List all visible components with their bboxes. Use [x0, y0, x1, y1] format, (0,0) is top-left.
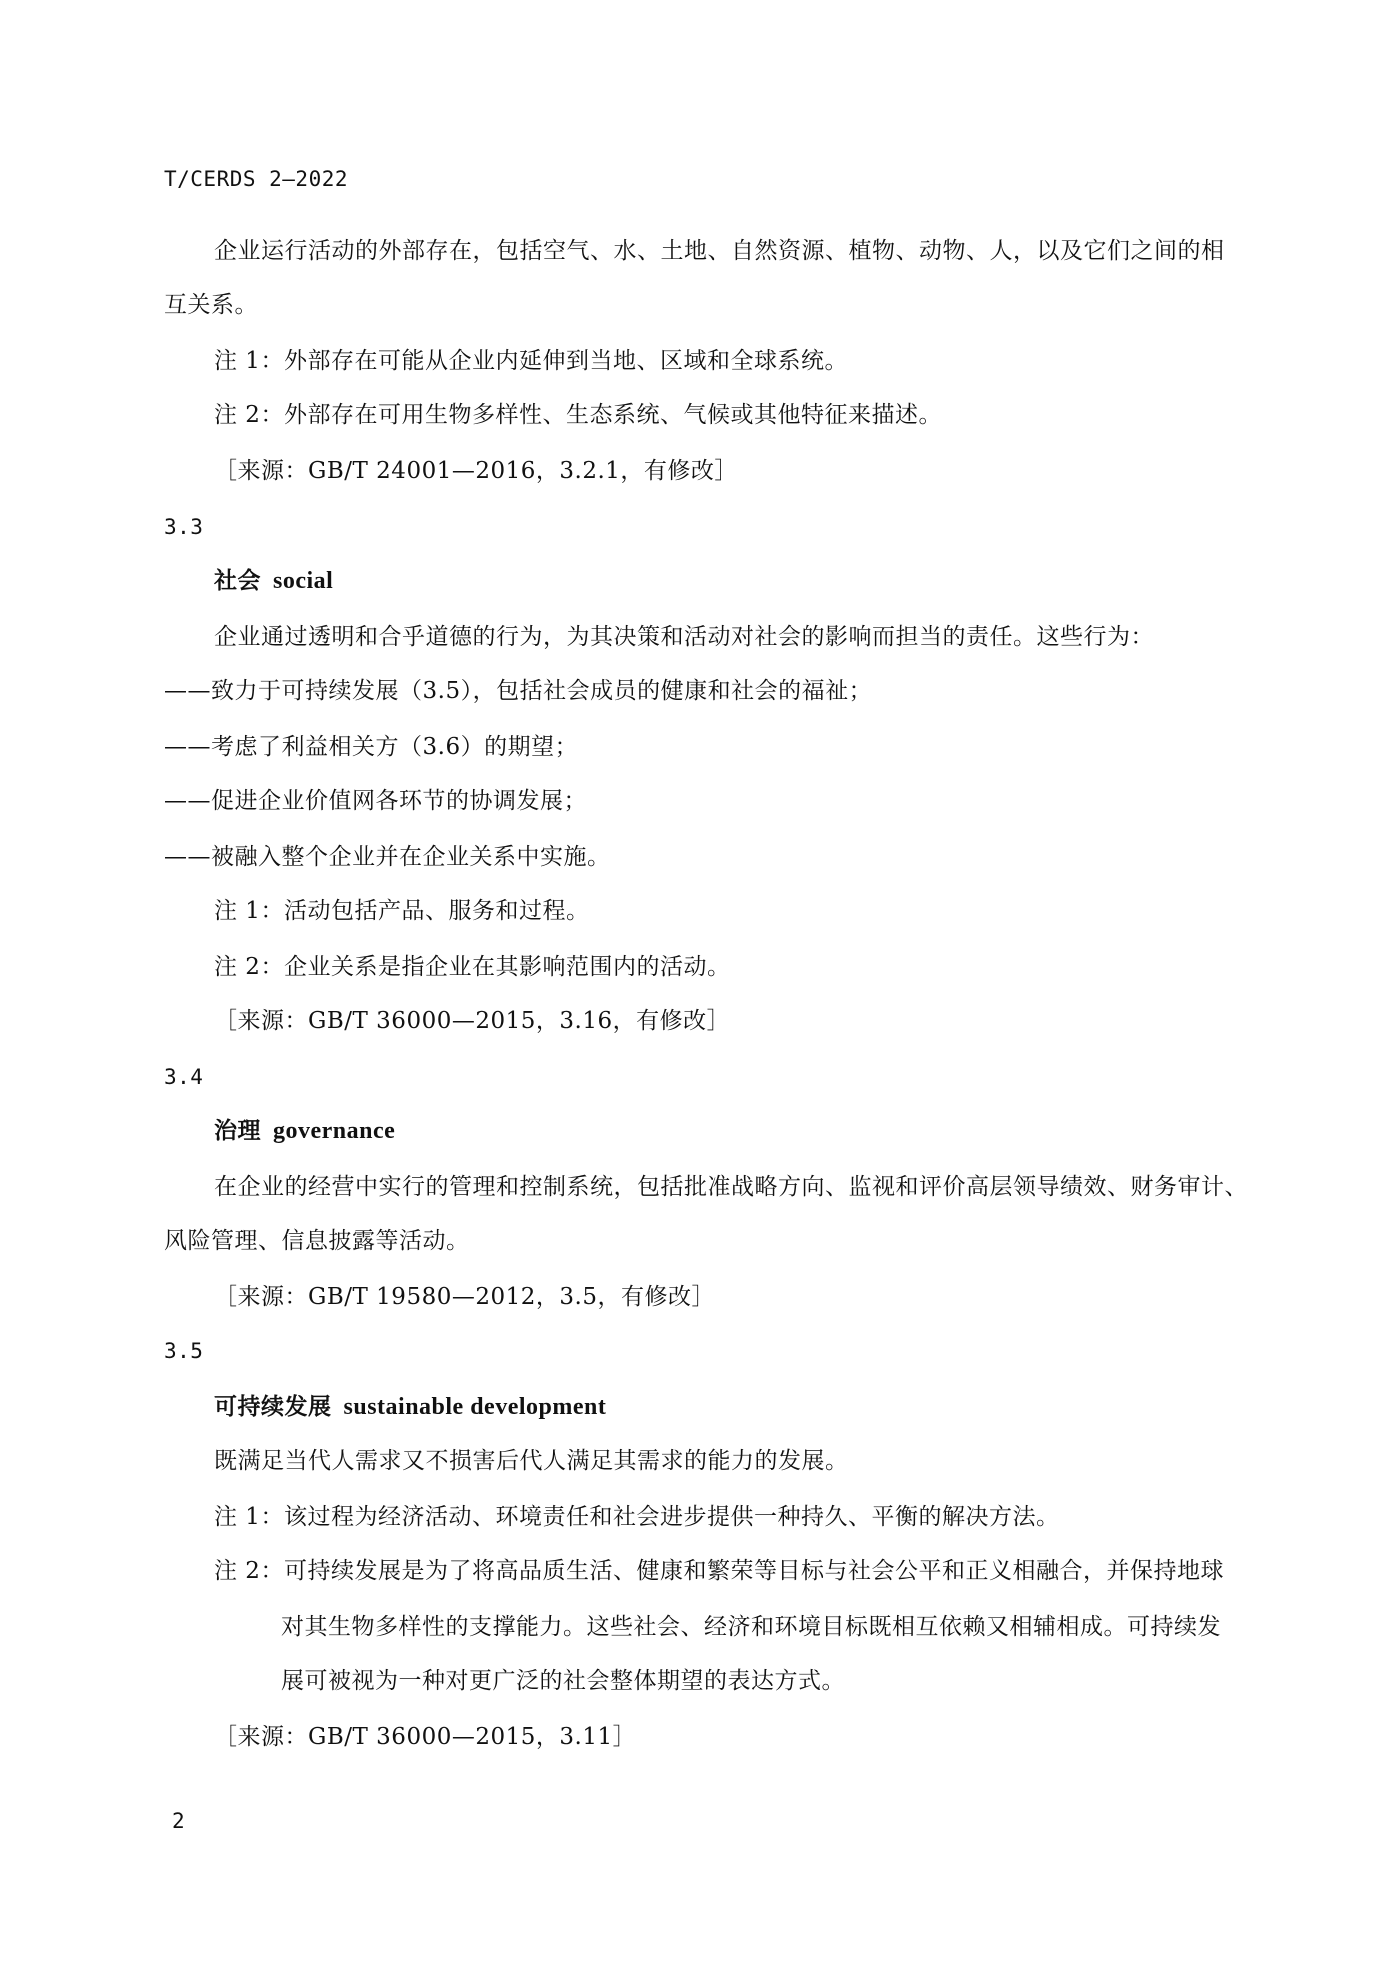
list-item: ——促进企业价值网各环节的协调发展； [164, 788, 587, 814]
note-1: 注 1：活动包括产品、服务和过程。 [214, 898, 590, 924]
term-heading [214, 1392, 606, 1422]
source-citation: ［来源：GB/T 19580—2012，3.5，有修改］ [214, 1284, 715, 1310]
term-chinese: 社会 [214, 567, 261, 594]
term-english: social [273, 568, 334, 594]
term-english: sustainable development [343, 1394, 607, 1420]
term-chinese: 治理 [214, 1117, 261, 1144]
definition-text: 在企业的经营中实行的管理和控制系统，包括批准战略方向、监视和评价高层领导绩效、财务审计、 [214, 1174, 1248, 1200]
note-2-continuation: 对其生物多样性的支撑能力。这些社会、经济和环境目标既相互依赖又相辅相成。可持续发 [281, 1614, 1221, 1640]
definition-text: 风险管理、信息披露等活动。 [164, 1228, 470, 1254]
source-citation: ［来源：GB/T 36000—2015，3.16，有修改］ [214, 1008, 731, 1034]
note-2-continuation: 展可被视为一种对更广泛的社会整体期望的表达方式。 [281, 1668, 845, 1694]
clause-number: 3.4 [164, 1065, 204, 1089]
definition-text: 企业运行活动的外部存在，包括空气、水、土地、自然资源、植物、动物、人，以及它们之间的相 [214, 238, 1225, 264]
clause-number: 3.3 [164, 515, 204, 539]
list-item: ——致力于可持续发展（3.5），包括社会成员的健康和社会的福祉； [164, 678, 873, 704]
term-chinese: 可持续发展 [214, 1393, 332, 1420]
term-heading [214, 566, 333, 596]
note-2: 注 2：企业关系是指企业在其影响范围内的活动。 [214, 954, 731, 980]
source-citation: ［来源：GB/T 36000—2015，3.11］ [214, 1724, 637, 1750]
document-header-id: T/CERDS 2—2022 [164, 167, 349, 191]
source-citation: ［来源：GB/T 24001—2016，3.2.1，有修改］ [214, 458, 738, 484]
clause-number: 3.5 [164, 1339, 204, 1363]
term-english: governance [273, 1118, 396, 1144]
note-1: 注 1：外部存在可能从企业内延伸到当地、区域和全球系统。 [214, 348, 848, 374]
note-2: 注 2：外部存在可用生物多样性、生态系统、气候或其他特征来描述。 [214, 402, 942, 428]
term-heading [214, 1116, 395, 1146]
page-number: 2 [172, 1809, 186, 1833]
definition-text: 既满足当代人需求又不损害后代人满足其需求的能力的发展。 [214, 1448, 849, 1474]
note-1: 注 1：该过程为经济活动、环境责任和社会进步提供一种持久、平衡的解决方法。 [214, 1504, 1060, 1530]
definition-text: 企业通过透明和合乎道德的行为，为其决策和活动对社会的影响而担当的责任。这些行为： [214, 624, 1154, 650]
definition-text: 互关系。 [164, 292, 258, 318]
list-item: ——考虑了利益相关方（3.6）的期望； [164, 734, 579, 760]
note-2: 注 2：可持续发展是为了将高品质生活、健康和繁荣等目标与社会公平和正义相融合，并保持地球 [214, 1558, 1224, 1584]
list-item: ——被融入整个企业并在企业关系中实施。 [164, 844, 611, 870]
